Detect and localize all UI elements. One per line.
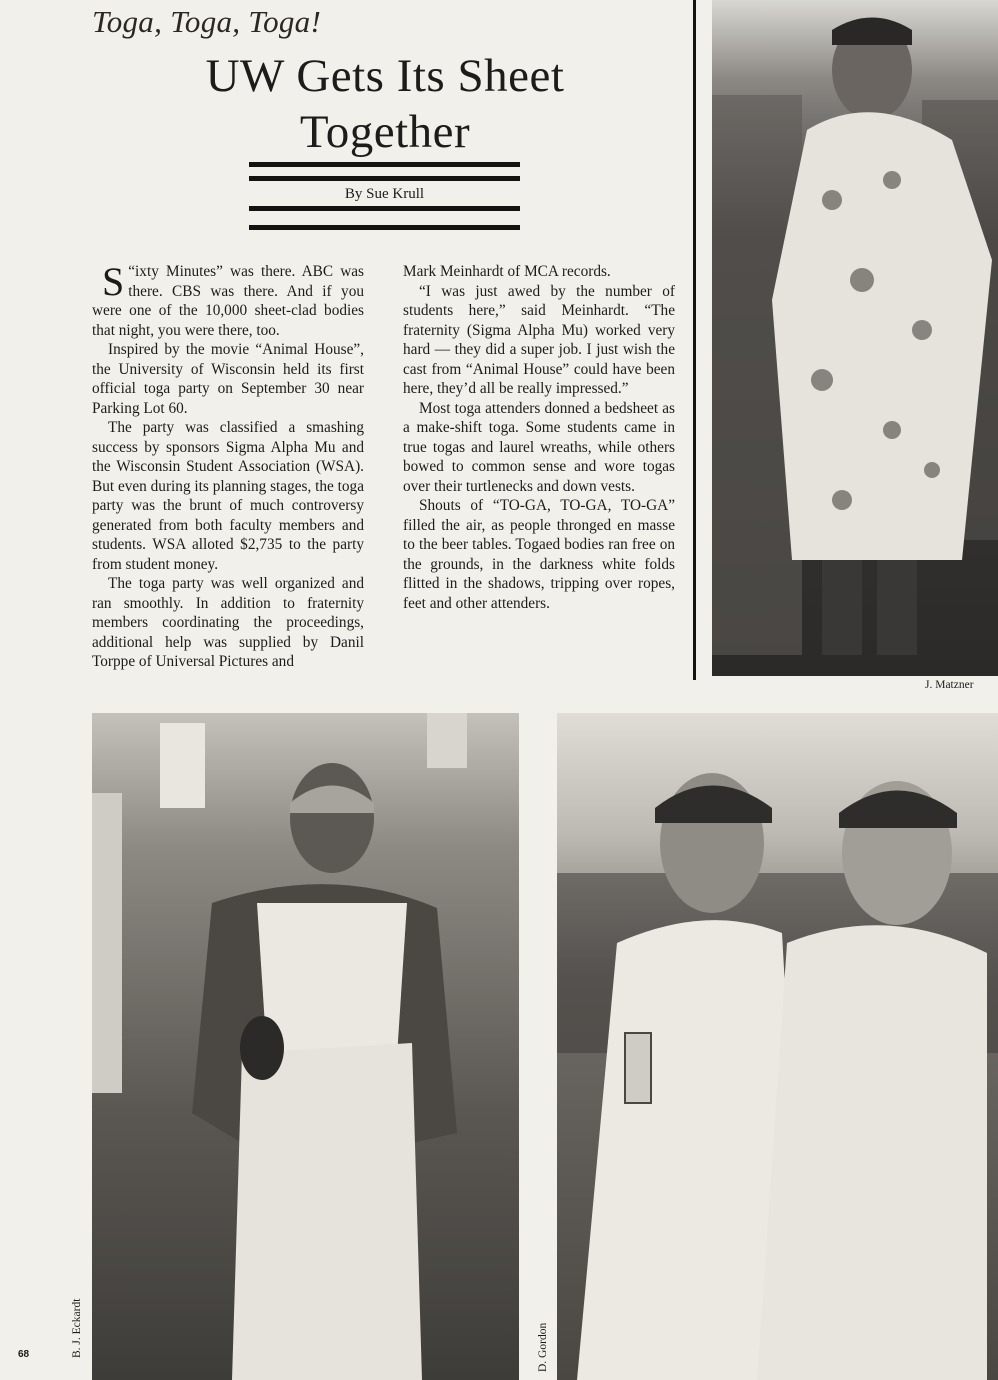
open-quote: “: [128, 263, 136, 280]
photo-credit-matzner: J. Matzner: [925, 679, 974, 691]
byline: By Sue Krull: [344, 186, 425, 202]
paragraph: The party was classified a smashing success by sponsors Sigma Alpha Mu and the Wisconsin Student Association (WSA). But even during its planning stages, the toga party was the brunt of much controversy generated from both faculty members and students. WSA alloted $2,735 to the party from student money.: [92, 419, 364, 573]
paragraph: Inspired by the movie “Animal House”, the University of Wisconsin held its first official toga party on September 30 near Parking Lot 60.: [92, 341, 364, 417]
photo-credit-gordon: D. Gordon: [537, 1322, 549, 1372]
paragraph: [92, 259, 364, 340]
headline-line-1: UW Gets Its Sheet: [205, 50, 565, 102]
column-divider: [693, 0, 696, 680]
article-column-2: [403, 262, 675, 613]
paragraph: The toga party was well organized and ran smoothly. In addition to fraternity members coordinating the proceedings, additional help was supplied by Danil Torppe of Universal Pictures and: [92, 575, 364, 670]
title-rule-1: [249, 162, 520, 167]
drop-cap: S: [102, 259, 125, 304]
title-rule-3: [249, 206, 520, 211]
paragraph: “I was just awed by the number of students here,” said Meinhardt. “The fraternity (Sigma Alpha Mu) worked very hard — they did a super job. I just wish the cast from “Animal House” could have been here, they’d all be really impressed.”: [403, 282, 675, 397]
title-rule-2: [249, 176, 520, 181]
headline-line-2: Together: [299, 106, 471, 158]
article-column-1: [92, 259, 364, 672]
paragraph: Shouts of “TO-GA, TO-GA, TO-GA” filled the air, as people thronged en masse to the beer tables. Togaed bodies ran free on the grounds, in the darkness white folds flitted in the shadows, tripping over ropes, feet and other attenders.: [403, 497, 675, 612]
photo-credit-eckardt: B. J. Eckardt: [71, 1298, 83, 1358]
page-number: 68: [18, 1349, 30, 1360]
paragraph-text: ixty Minutes” was there. ABC was there. CBS was there. And if you were one of the 10,000 sheet-clad bodies that night, you were there, too.: [92, 263, 364, 339]
photo-man-in-plaid-and-toga: [92, 713, 519, 1380]
paragraph: Mark Meinhardt of MCA records.: [403, 263, 611, 280]
photo-man-in-cartoon-sheet: [712, 0, 998, 676]
title-rule-4: [249, 225, 520, 230]
kicker: Toga, Toga, Toga!: [92, 4, 322, 39]
paragraph: Most toga attenders donned a bedsheet as a make-shift toga. Some students came in true togas and laurel wreaths, while others bowed to common sense and wore togas over their turtlenecks and down vests.: [403, 399, 675, 495]
headline: [110, 48, 660, 160]
photo-two-men-in-togas: [557, 713, 998, 1380]
